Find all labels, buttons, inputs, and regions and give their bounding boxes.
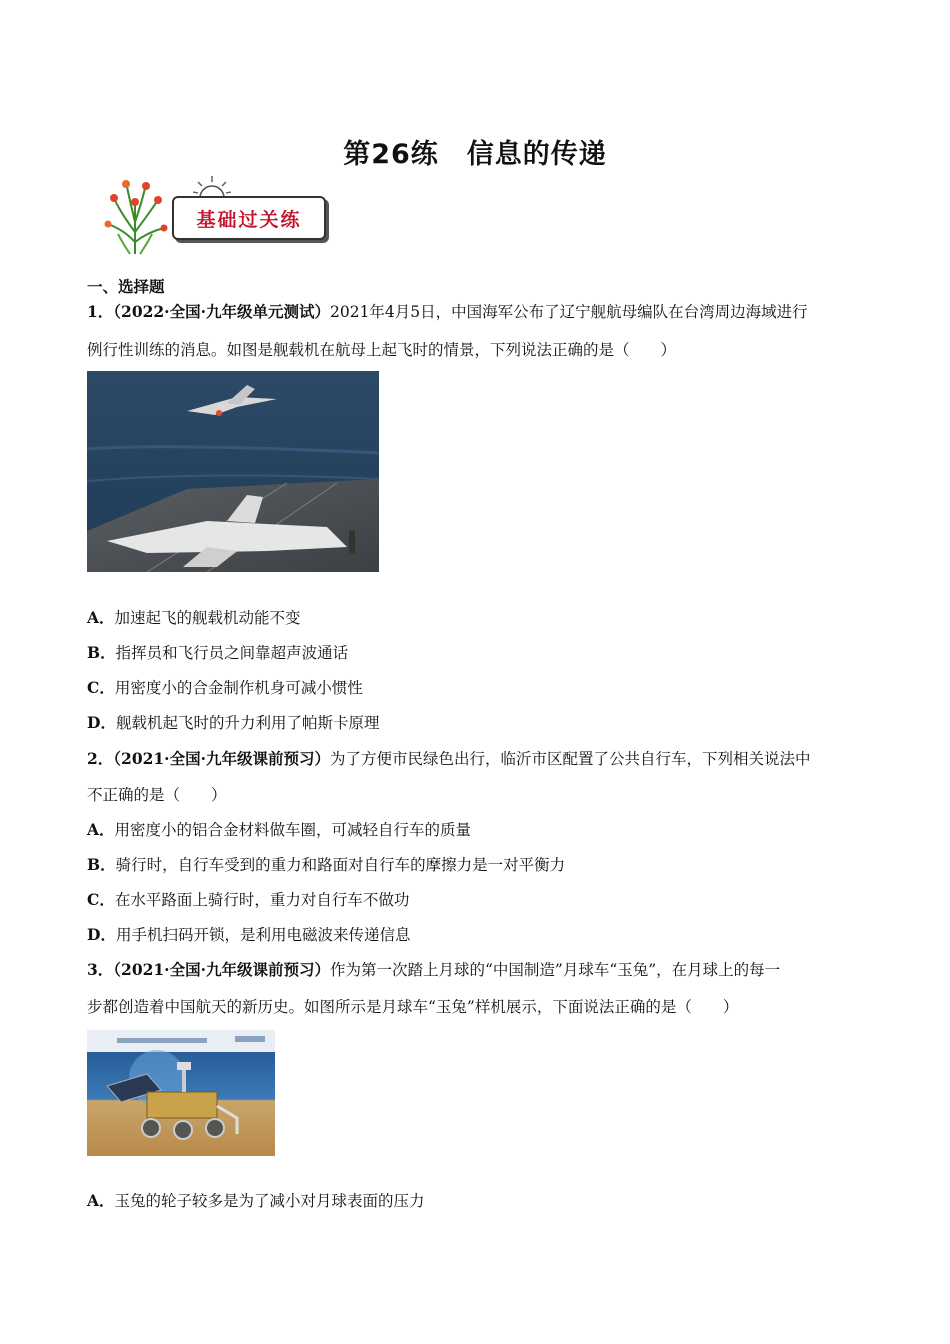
option-text: 在水平路面上骑行时，重力对自行车不做功 (114, 891, 410, 909)
q2-option-c (87, 890, 409, 910)
option-text: 指挥员和飞行员之间靠超声波通话 (115, 644, 349, 662)
question-2-line1 (87, 749, 811, 769)
question-3-line1 (87, 960, 780, 980)
option-text: 加速起飞的舰载机动能不变 (114, 609, 301, 627)
question-text: 为了方便市民绿色出行，临沂市区配置了公共自行车，下列相关说法中 (329, 750, 811, 768)
option-letter: B． (87, 643, 116, 662)
aircraft-carrier-photo (87, 371, 379, 572)
question-source: （2021·全国·九年级课前预习） (113, 749, 330, 768)
q1-option-b (87, 643, 348, 663)
badge-label: 基础过关练 (196, 208, 302, 231)
badge-box (172, 196, 326, 240)
option-text: 舰载机起飞时的升力利用了帕斯卡原理 (115, 714, 380, 732)
option-text: 骑行时，自行车受到的重力和路面对自行车的摩擦力是一对平衡力 (115, 856, 566, 874)
option-text: 玉兔的轮子较多是为了减小对月球表面的压力 (114, 1192, 425, 1210)
option-letter: A． (87, 608, 115, 627)
section-heading: 一、选择题 (87, 277, 165, 296)
option-letter: A． (87, 820, 115, 839)
question-number: 2． (87, 749, 114, 768)
question-2-line2: 不正确的是（ ） (87, 786, 227, 804)
flower-icon (100, 172, 170, 256)
section-badge (100, 172, 330, 256)
question-source: （2022·全国·九年级单元测试） (113, 302, 330, 321)
question-1-line1 (87, 302, 808, 322)
option-letter: B． (87, 855, 116, 874)
q1-option-d (87, 713, 379, 733)
q2-option-a (87, 820, 471, 840)
page-title: 第26练 信息的传递 (343, 139, 607, 170)
option-letter: C． (87, 678, 115, 697)
q1-option-a (87, 608, 301, 628)
option-text: 用密度小的铝合金材料做车圈，可减轻自行车的质量 (114, 821, 472, 839)
question-3-line2: 步都创造着中国航天的新历史。如图所示是月球车“玉兔”样机展示，下面说法正确的是（ ） (87, 998, 739, 1016)
q3-option-a (87, 1191, 425, 1211)
lunar-rover-photo (87, 1030, 275, 1156)
question-1-line2: 例行性训练的消息。如图是舰载机在航母上起飞时的情景，下列说法正确的是（ ） (87, 341, 677, 359)
question-text: 作为第一次踏上月球的“中国制造”月球车“玉兔”，在月球上的每一 (329, 961, 781, 979)
q1-option-c (87, 678, 363, 698)
question-number: 3． (87, 960, 114, 979)
question-text: 2021年4月5日，中国海军公布了辽宁舰航母编队在台湾周边海域进行 (329, 303, 808, 321)
option-text: 用密度小的合金制作机身可减小惯性 (114, 679, 363, 697)
q2-option-b (87, 855, 565, 875)
option-text: 用手机扫码开锁，是利用电磁波来传递信息 (115, 926, 411, 944)
question-number: 1． (87, 302, 114, 321)
option-letter: D． (87, 713, 116, 732)
option-letter: D． (87, 925, 116, 944)
option-letter: C． (87, 890, 115, 909)
question-source: （2021·全国·九年级课前预习） (113, 960, 330, 979)
q2-option-d (87, 925, 410, 945)
option-letter: A． (87, 1191, 115, 1210)
